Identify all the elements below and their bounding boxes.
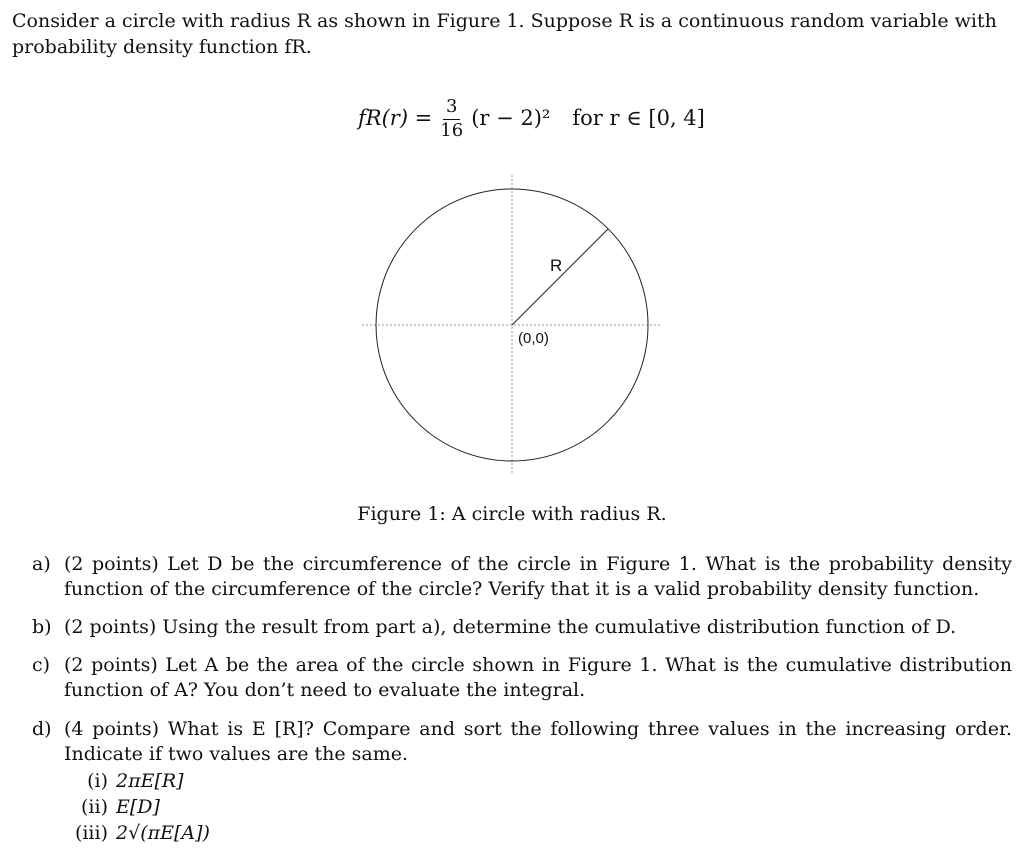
question-label: b): [32, 616, 52, 638]
radius-line: [512, 229, 608, 325]
question-a: [32, 552, 1012, 602]
value-expression: 2√(πE[A]): [116, 822, 210, 844]
value-item: [66, 820, 210, 846]
intro-line-2: probability density function fR.: [12, 36, 312, 58]
formula-lhs: fR(r) =: [358, 106, 433, 130]
question-label: c): [32, 654, 51, 676]
formula-domain: for r ∈ [0, 4]: [572, 106, 705, 130]
question-text: (4 points) What is E [R]? Compare and sort the following three values in the increasing order. Indicate if two values are the same.: [64, 718, 1012, 765]
comparison-values: [66, 768, 210, 846]
density-formula: [358, 88, 705, 148]
question-c: [32, 653, 1012, 703]
question-text: (2 points) Let A be the area of the circle shown in Figure 1. What is the cumulative distribution function of A? You don’t need to evaluate the integral.: [64, 654, 1012, 701]
radius-label: R: [550, 256, 563, 275]
value-label: (iii): [74, 822, 108, 844]
intro-line-1: Consider a circle with radius R as shown in Figure 1. Suppose R is a continuous random variable with: [12, 10, 997, 32]
formula-rhs: (r − 2)²: [471, 106, 551, 130]
formula-fraction: [440, 95, 463, 142]
fraction-numerator: 3: [443, 95, 460, 120]
question-text: (2 points) Using the result from part a), determine the cumulative distribution function of D.: [64, 616, 957, 638]
value-item: [66, 768, 210, 794]
question-text: (2 points) Let D be the circumference of the circle in Figure 1. What is the probability density function of the circumference of the circle? Verify that it is a valid probability density function.: [64, 553, 1012, 600]
question-b: [32, 615, 1012, 641]
value-expression: E[D]: [116, 796, 160, 818]
question-label: a): [32, 553, 51, 575]
figure-caption: Figure 1: A circle with radius R.: [357, 503, 667, 525]
value-item: [66, 794, 210, 820]
fraction-denominator: 16: [440, 119, 464, 141]
question-label: d): [32, 718, 52, 740]
intro-paragraph: [12, 8, 1012, 60]
circle-figure: [360, 175, 670, 485]
origin-label: (0,0): [518, 330, 549, 347]
value-label: (ii): [81, 796, 108, 818]
question-d: [32, 717, 1012, 767]
value-label: (i): [87, 770, 108, 792]
value-expression: 2πE[R]: [116, 770, 184, 792]
